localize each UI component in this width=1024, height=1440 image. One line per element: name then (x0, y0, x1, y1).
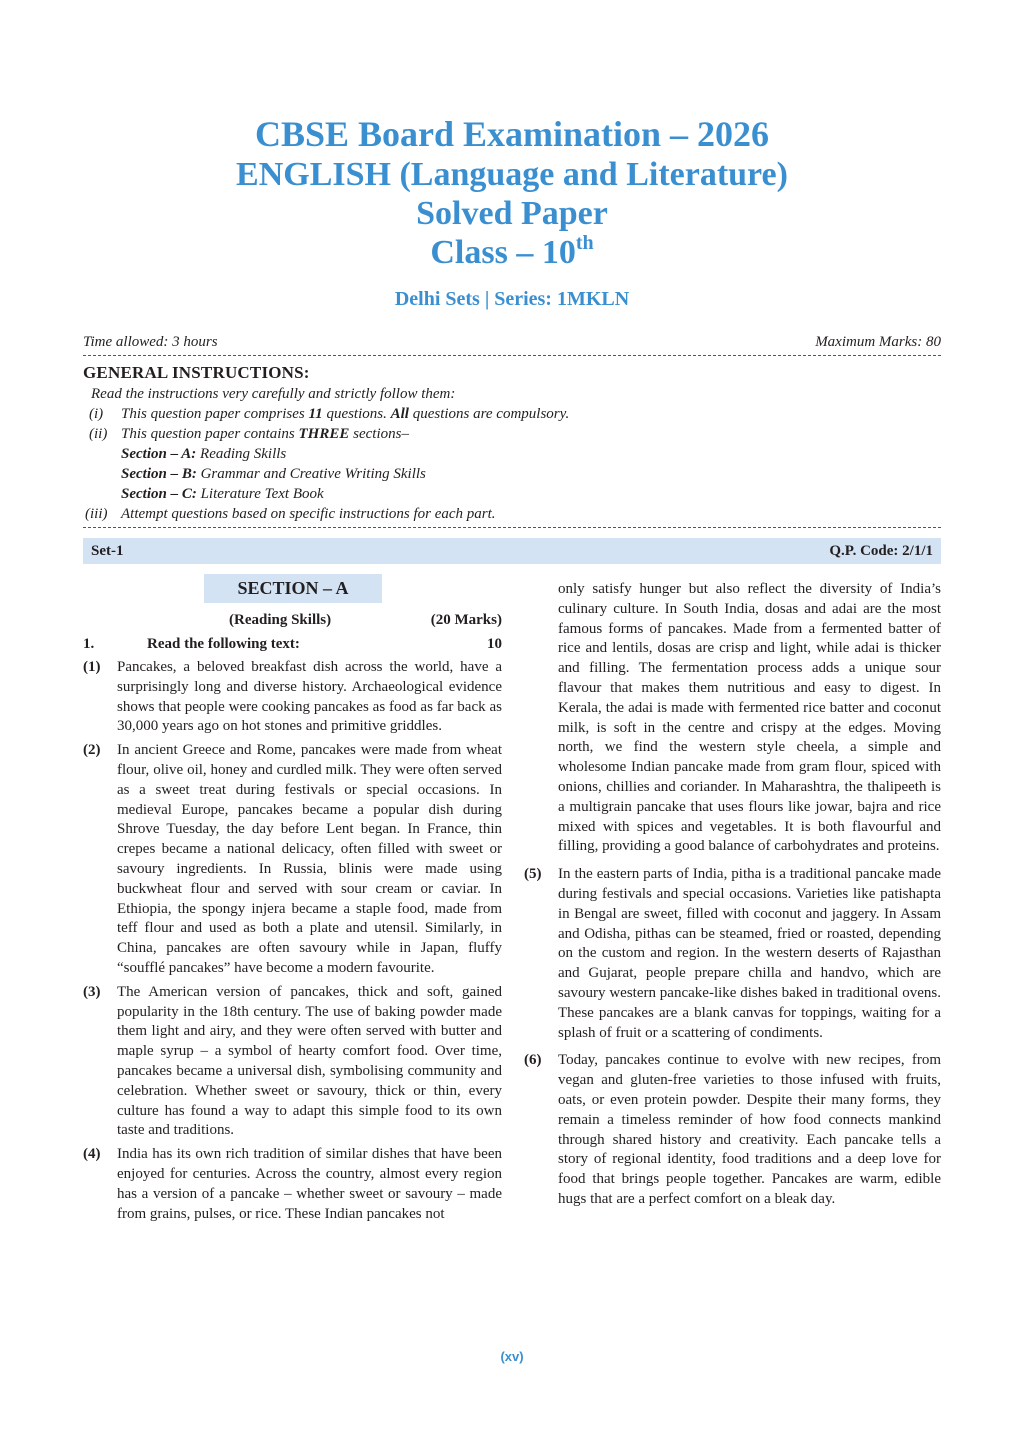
paragraph-number: (2) (83, 742, 101, 759)
paragraph-1 (83, 658, 502, 737)
set-label: Set-1 (91, 542, 124, 559)
page-number: (xv) (500, 1349, 524, 1364)
paragraph-5 (524, 865, 941, 1043)
question-number: 1. (83, 636, 95, 652)
right-column (524, 580, 941, 1210)
instruction-number: (ii) (89, 426, 108, 442)
instruction-i: (i) This question paper comprises 11 questions. All questions are compulsory. (89, 406, 570, 422)
divider-bottom (83, 527, 941, 528)
paper-type-title: Solved Paper (416, 195, 608, 232)
title-block (0, 112, 1024, 312)
section-subheading (83, 610, 502, 630)
section-a-instruction: Section – A: Reading Skills (121, 446, 287, 462)
paragraph-text: India has its own rich tradition of similar dishes that have been enjoyed for centuries. Across the country, almost every region has a version of a pancake – whether sweet or savoury – made from grains, pulses, or rice. These Indian pancakes not (117, 1146, 502, 1222)
divider-top (83, 355, 941, 356)
maximum-marks: Maximum Marks: 80 (815, 334, 941, 350)
exam-meta (83, 334, 941, 351)
paragraph-4 (83, 1145, 502, 1224)
section-b-instruction: Section – B: Grammar and Creative Writing Skills (121, 466, 426, 482)
instructions-heading: GENERAL INSTRUCTIONS: (83, 363, 310, 382)
section-c-instruction: Section – C: Literature Text Book (121, 486, 324, 502)
paragraph-4-continued: only satisfy hunger but also reflect the diversity of India’s culinary culture. In South India, dosas and adai are the most famous forms of pancakes. Made from a fermented batter of rice and lentils, dosas are crisp and light, while adai is thicker and filling. The fermentation process adds a unique sour flavour that makes them nutritious and easy to digest. In Kerala, the adai is made with fermented rice batter and coconut milk, is soft in the centre and crispy at the edges. Moving north, we find the western style cheela, a simple and wholesome Indian pancake made from gram flour, spiced with onions, chillies and coriander. In Maharashtra, the thalipeeth is a multigrain pancake that uses flours like jowar, bajra and rice mixed with spices and vegetables. It is both flavourful and filling, providing a good balance of carbohydrates and proteins. (558, 581, 941, 855)
instruction-iii: (iii) Attempt questions based on specific instructions for each part. (85, 506, 496, 522)
paragraph-text: Today, pancakes continue to evolve with new recipes, from vegan and gluten-free varieties to those infused with fruits, oats, or even protein powder. Despite their many forms, they remain a timeless reminder of how food connects mankind through shared history and creativity. Each pancake tells a story of regional identity, food traditions and a deep love for food that brings people together. Pancakes are warm, edible hugs that are a perfect comfort on a bleak day. (558, 1052, 941, 1207)
instruction-ii: (ii) This question paper contains THREE sections– (89, 426, 409, 442)
paragraph-2 (83, 741, 502, 979)
set-bar (83, 538, 941, 564)
question-marks: 10 (487, 636, 502, 652)
section-subtitle: (Reading Skills) (229, 612, 332, 628)
paragraph-number: (5) (524, 866, 542, 883)
paragraph-text: In ancient Greece and Rome, pancakes were made from wheat flour, olive oil, honey and curdled milk. They were often served as a sweet treat during festivals or special occasions. In medieval Europe, pancakes became a popular dish during Shrove Tuesday, the day before Lent began. In France, thin crepes became a national delicacy, often filled with sweet or savoury ingredients. In Russia, blinis were made using buckwheat flour and served with sour cream or caviar. In Ethiopia, the spongy injera became a staple food, made from teff flour and used as both a plate and utensil. Similarly, in China, pancakes are often savoury while in Japan, fluffy “soufflé pancakes” have become a modern favourite. (117, 742, 502, 976)
class-superscript: th (575, 232, 594, 254)
paragraph-number: (1) (83, 659, 101, 675)
question-text: Read the following text: (147, 636, 300, 652)
instructions-lead: Read the instructions very carefully and strictly follow them: (91, 386, 456, 402)
qp-code: Q.P. Code: 2/1/1 (829, 542, 933, 559)
general-instructions (83, 362, 941, 524)
question-heading (83, 634, 502, 654)
section-a-heading: SECTION – A (204, 574, 382, 603)
exam-title: CBSE Board Examination – 2026 (254, 114, 770, 154)
series-line: Delhi Sets | Series: 1MKLN (394, 288, 630, 310)
paragraph-3 (83, 983, 502, 1141)
left-column (83, 574, 502, 1224)
class-title (0, 234, 1024, 272)
paragraph-text: In the eastern parts of India, pitha is a traditional pancake made during festivals and special occasions. Varieties like patishapta in Bengal are sweet, filled with coconut and jaggery. In Assam and Odisha, pithas can be steamed, fried or roasted, depending on the custom and region. In the western deserts of Rajasthan and Gujarat, people prepare chilla and handvo, which are savoury western pancake-like dishes baked in traditional ovens. These pancakes are a blank canvas for toppings, waiting for a splash of fruit or a scattering of condiments. (558, 866, 941, 1041)
section-marks: (20 Marks) (430, 612, 502, 628)
paragraph-text: The American version of pancakes, thick and soft, gained popularity in the 18th century. The use of baking powder made them light and airy, and they were often served with butter and maple syrup – a symbol of hearty comfort food. Over time, pancakes became a universal dish, symbolising community and celebration. Whether sweet or savoury, thick or thin, every culture has found a way to adapt this simple food to its own taste and traditions. (117, 983, 502, 1139)
instruction-number: (iii) (85, 506, 108, 522)
time-allowed: Time allowed: 3 hours (83, 334, 218, 350)
paragraph-number: (3) (83, 983, 101, 1000)
paragraph-text: Pancakes, a beloved breakfast dish across the world, have a surprisingly long and diverse history. Archaeological evidence shows that people were cooking pancakes as food as far back as 30,000 years ago on hot stones and primitive griddles. (117, 659, 502, 735)
paragraph-number: (4) (83, 1146, 101, 1163)
instruction-number: (i) (89, 406, 104, 422)
class-label: Class – 10 (430, 234, 576, 271)
paragraph-number: (6) (524, 1052, 542, 1069)
subject-title: ENGLISH (Language and Literature) (236, 156, 788, 193)
paragraph-6 (524, 1051, 941, 1209)
